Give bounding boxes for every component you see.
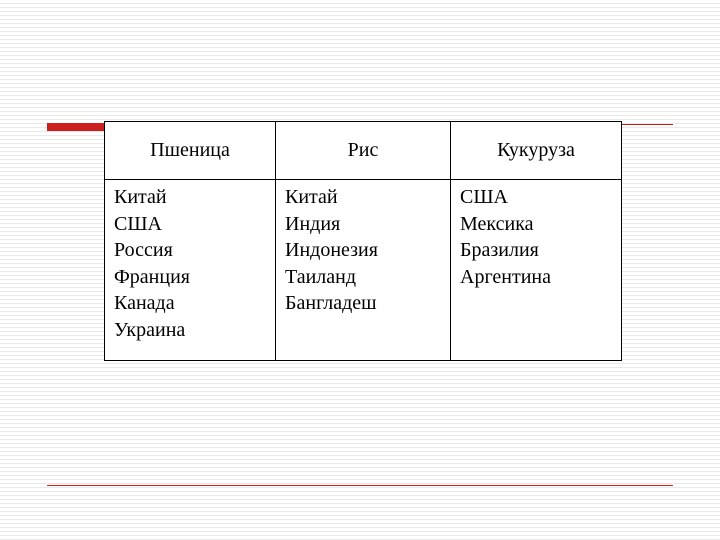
list-item: Индия	[285, 212, 341, 235]
table-body-row	[105, 180, 622, 361]
corn-countries-cell	[451, 180, 622, 361]
list-item: Бангладеш	[285, 292, 377, 314]
header-wheat: Пшеница	[105, 122, 276, 180]
list-item: Китай	[114, 186, 167, 208]
list-item: Таиланд	[285, 265, 357, 288]
list-item: Канада	[114, 292, 175, 314]
list-item: Франция	[114, 265, 190, 288]
list-item: Россия	[114, 239, 173, 261]
table-header-row	[105, 122, 622, 180]
footer-rule	[47, 485, 673, 486]
list-item: Украина	[114, 318, 186, 341]
crop-producers-table	[104, 121, 622, 361]
wheat-countries-cell	[105, 180, 276, 361]
list-item: США	[460, 186, 508, 208]
header-rice: Рис	[276, 122, 451, 180]
list-item: Бразилия	[460, 239, 539, 261]
header-corn: Кукуруза	[451, 122, 622, 180]
list-item: Аргентина	[460, 265, 551, 288]
list-item: США	[114, 212, 162, 235]
rice-countries-cell	[276, 180, 451, 361]
list-item: Китай	[285, 186, 338, 208]
list-item: Индонезия	[285, 239, 378, 261]
list-item: Мексика	[460, 212, 534, 235]
